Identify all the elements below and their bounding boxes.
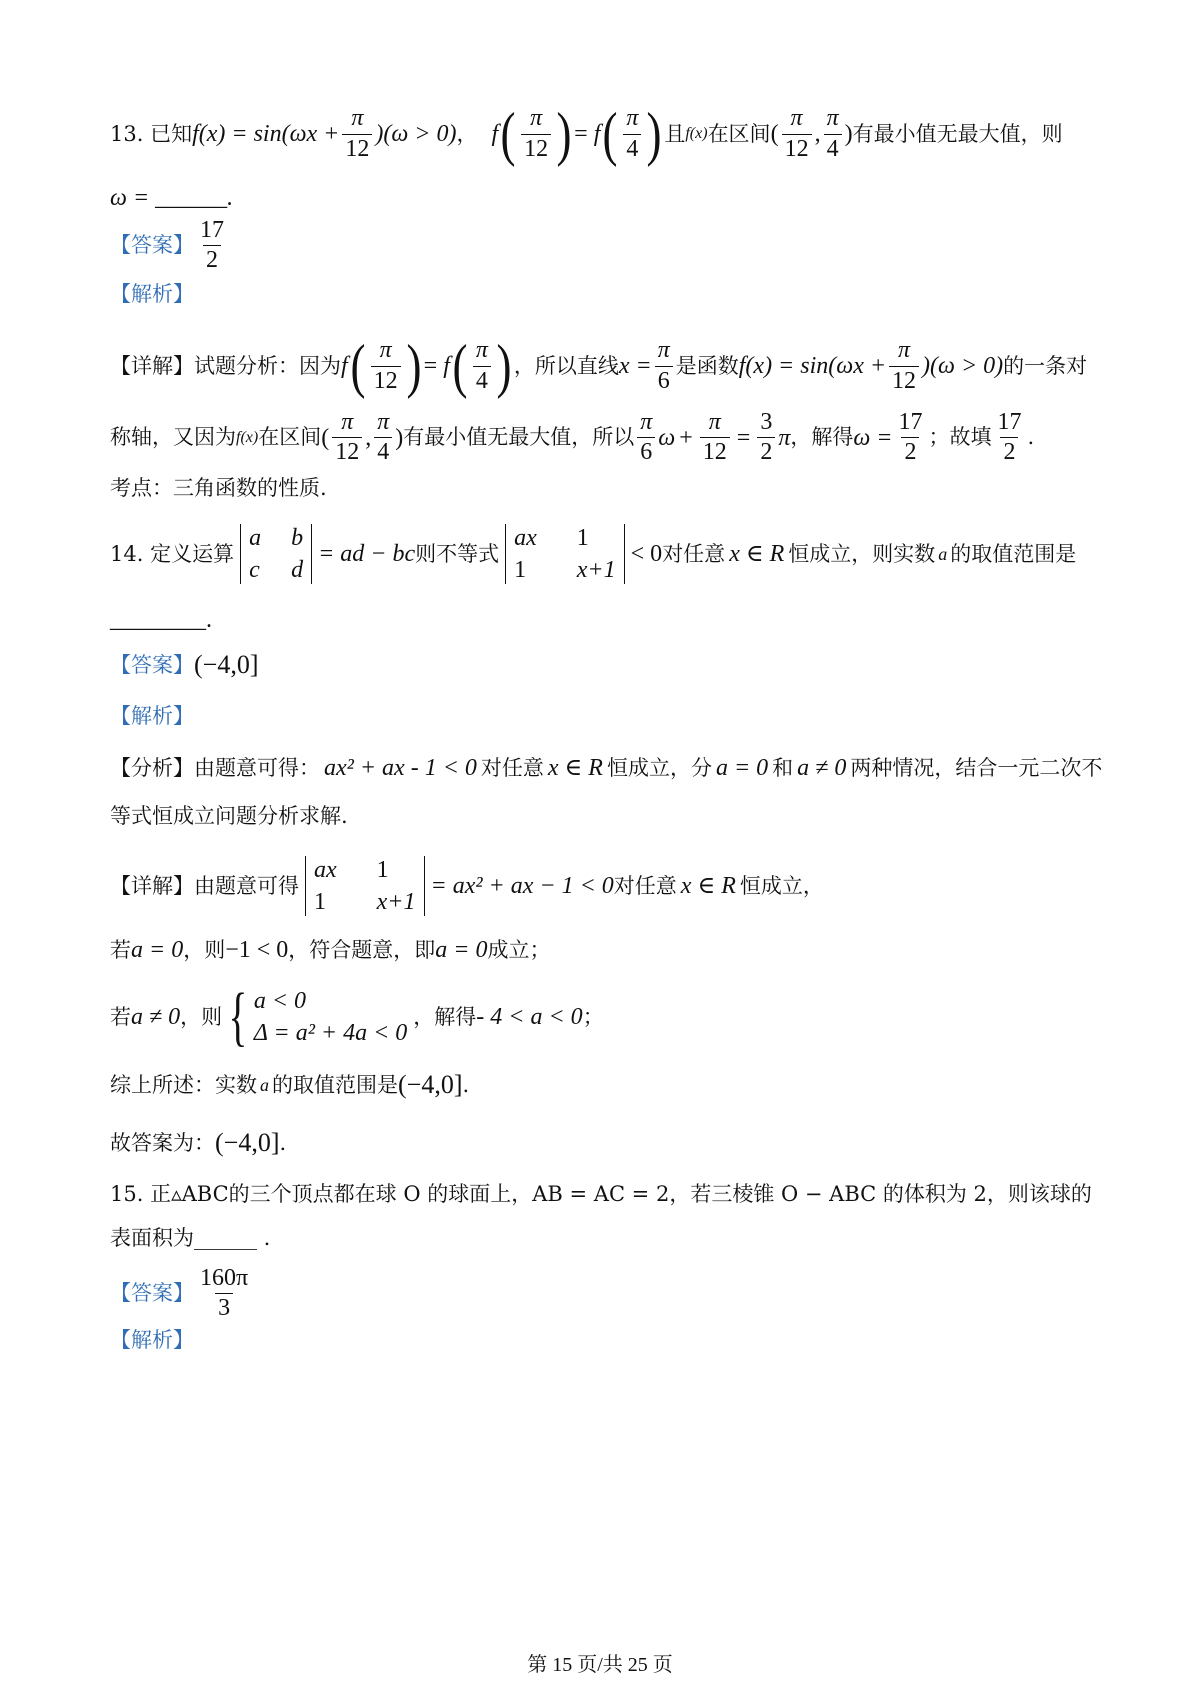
detail-label: 【详解】 — [110, 873, 194, 898]
q13-f2: f — [593, 121, 601, 147]
q13-line-b-b: 在区间 — [258, 425, 322, 450]
left-brace: { — [228, 980, 248, 1053]
q13-kaodian — [110, 478, 1090, 499]
q14-lt0: < 0 — [630, 541, 663, 567]
q14-tail2: 的取值范围是 — [950, 541, 1077, 566]
analysis-label: 【解析】 — [110, 1328, 194, 1352]
fenxi-label: 【分析】 — [110, 755, 194, 780]
q13-fx: f(x) — [685, 125, 708, 142]
q13-analysis-label — [110, 284, 1090, 305]
q13-kaodian-text: 考点：三角函数的性质. — [110, 476, 327, 500]
q14-answer — [110, 652, 1090, 678]
q15-answer-frac: $\frac{160\pi}{3}$ — [200, 1265, 249, 1322]
q13-detail-frac-d: $\frac{\pi}{12}$ — [889, 338, 919, 393]
q15-line1-text: 15. 正▵ABC的三个顶点都在球 O 的球面上，AB = AC = 2，若三棱锥 O − ABC 的体积为 2，则该球的 — [110, 1182, 1092, 1206]
q14-detail-det: ax 1 1 x+1 — [305, 856, 425, 916]
answer-label: 【答案】 — [110, 233, 194, 258]
q13-f: f — [491, 121, 499, 147]
analysis-label: 【解析】 — [110, 704, 194, 728]
q14-case1: 若 a = 0 ，则 −1 < 0 ，符合题意，即 a = 0 成立； — [110, 937, 551, 963]
q14-blank: ________. — [110, 607, 212, 633]
q14-blank-line — [110, 608, 1090, 632]
q14-det1: a b c d — [240, 524, 312, 584]
q13-detail-frac-c: $\frac{\pi}{6}$ — [655, 338, 673, 393]
q15-statement-line1 — [110, 1184, 1090, 1205]
q14-system: a < 0 Δ = a² + 4a < 0 — [253, 988, 408, 1046]
q13-frac-pi-4: $\frac{\pi}{4}$ — [623, 106, 641, 161]
q15-analysis-label — [110, 1330, 1090, 1351]
q13-prefix: 13. 已知 — [110, 121, 193, 146]
q13-detail-frac-b: $\frac{\pi}{4}$ — [473, 338, 491, 393]
q15-statement-line2 — [110, 1228, 1090, 1249]
q13-frac-interval-a: $\frac{\pi}{12}$ — [782, 106, 812, 161]
q13-detail-fdef: f(x) = sin(ωx + — [738, 353, 887, 379]
answer-label: 【答案】 — [110, 652, 194, 677]
q14-cond: 对任意 — [662, 541, 726, 566]
answer-label: 【答案】 — [110, 1281, 194, 1306]
q14-final: 故答案为： (−4,0] . — [110, 1128, 287, 1157]
q15-line2-text: 表面积为______ . — [110, 1226, 271, 1250]
q13-line-b-e: ；故填 — [928, 425, 992, 450]
q14-fenxi-ineq: ax² + ax - 1 < 0 — [324, 755, 477, 781]
q13-paren: ) — [646, 101, 662, 167]
q13-frac-interval-b: $\frac{\pi}{4}$ — [824, 106, 842, 161]
q14-prefix: 14. 定义运算 — [110, 541, 235, 566]
q13-frac-pi-12: $\frac{\pi}{12}$ — [342, 106, 372, 161]
q14-tail: 恒成立，则实数 — [788, 541, 936, 566]
q13-detail-line2: 称轴，又因为 f(x) 在区间 ( $\frac{\pi}{12}$ , $\frac{\pi}{4}$ ) 有最小值无最大值，所以 $\frac{\pi}{6}$ ω + $\frac{\pi}{12}$ = $\frac{3}{2}$ π ，解得 ω = $\frac{17}{2}$ ；故填 $\frac{17}{2}$ . — [110, 409, 1035, 466]
q13-paren: ( — [602, 101, 618, 167]
q13-paren: ) — [556, 101, 572, 167]
page-footer: 第 15 页/共 25 页 — [527, 1654, 673, 1676]
q14-mid: 则不等式 — [415, 541, 500, 566]
q13-detail-f: f — [341, 353, 348, 379]
q14-fenxi-line2 — [110, 806, 1090, 827]
q13-line-b-c: 有最小值无最大值，所以 — [403, 425, 635, 450]
q13-detail-c: 是函数 — [675, 353, 739, 378]
q13-frac-pi-12b: $\frac{\pi}{12}$ — [521, 106, 551, 161]
q13-detail-frac-a: $\frac{\pi}{12}$ — [371, 338, 401, 393]
q14-summary: 综上所述：实数 a 的取值范围是 (−4,0] . — [110, 1070, 470, 1099]
q13-function-def: f(x) = sin(ωx + — [192, 121, 340, 147]
q13-omega-cond: )(ω > 0) — [375, 121, 457, 147]
q13-statement-line1: 13. 已知 f(x) = sin(ωx + $\frac{\pi}{12}$ )(ω > 0) ， f ( $\frac{\pi}{12}$ ) = f ( $\frac{\pi}{4}$ ) 且 f(x) 在区间 ( $\frac{\pi}{12}$ , $\frac{\pi}{4}$ ) 有最小值无最大值，则 — [110, 101, 1063, 167]
q14-eq1: = ad − bc — [318, 541, 416, 567]
q14-analysis-label — [110, 706, 1090, 727]
q13-and: 且 — [664, 121, 686, 146]
q13-x-eq: x = — [618, 353, 652, 379]
analysis-label: 【解析】 — [110, 282, 194, 306]
q13-answer-frac: $\frac{17}{2}$ — [200, 217, 224, 274]
q13-detail-a: 试题分析：因为 — [194, 353, 341, 378]
q14-case2: 若 a ≠ 0 ，则 { a < 0 Δ = a² + 4a < 0 ，解得 - 4 < a < 0 ； — [110, 980, 604, 1053]
q13-eq: = — [574, 121, 588, 147]
q13-max-min-text: 有最小值无最大值，则 — [852, 121, 1063, 146]
q13-paren: ( — [500, 101, 516, 167]
q13-answer — [110, 218, 1090, 273]
q13-interval-text: 在区间 — [707, 121, 771, 146]
q14-det2: ax 1 1 x+1 — [505, 524, 625, 584]
q13-line-b-d: ，解得 — [790, 425, 854, 450]
q13-detail-d: 的一条对 — [1003, 353, 1088, 378]
q15-answer — [110, 1266, 1090, 1321]
q13-blank: ω = ______. — [110, 185, 234, 211]
q14-x-in-R: x ∈ R — [729, 541, 785, 567]
q13-statement-line2 — [110, 186, 1090, 210]
detail-label: 【详解】 — [110, 353, 194, 378]
q13-detail-b: ，所以直线 — [513, 353, 619, 378]
q14-answer-value: (−4,0] — [194, 650, 259, 679]
q14-fenxi-line1: 【分析】 由题意可得： ax² + ax - 1 < 0 对任意 x ∈ R 恒成立，分 a = 0 和 a ≠ 0 两种情况，结合一元二次不 — [110, 755, 1103, 781]
q14-detail-eq: = ax² + ax − 1 < 0 — [430, 873, 614, 899]
q13-line-b-a: 称轴，又因为 — [110, 425, 236, 450]
q13-detail-line1: 【详解】 试题分析：因为 f ( $\frac{\pi}{12}$ ) = f ( $\frac{\pi}{4}$ ) ，所以直线 x = $\frac{\pi}{6}$ 是函数 f(x) = sin(ωx + $\frac{\pi}{12}$ )(ω > 0) 的一条对 — [110, 333, 1088, 399]
q13-sep: ， — [456, 121, 478, 146]
q14-fenxi-line2-text: 等式恒成立问题分析求解. — [110, 804, 348, 828]
q14-statement-line1: 14. 定义运算 a b c d = ad − bc 则不等式 ax 1 1 x+1 < 0 对任意 x ∈ R 恒成立，则实数 a 的取值范围是 — [110, 525, 1077, 583]
q14-detail-line1: 【详解】 由题意可得 ax 1 1 x+1 = ax² + ax − 1 < 0 对任意 x ∈ R 恒成立， — [110, 857, 824, 915]
